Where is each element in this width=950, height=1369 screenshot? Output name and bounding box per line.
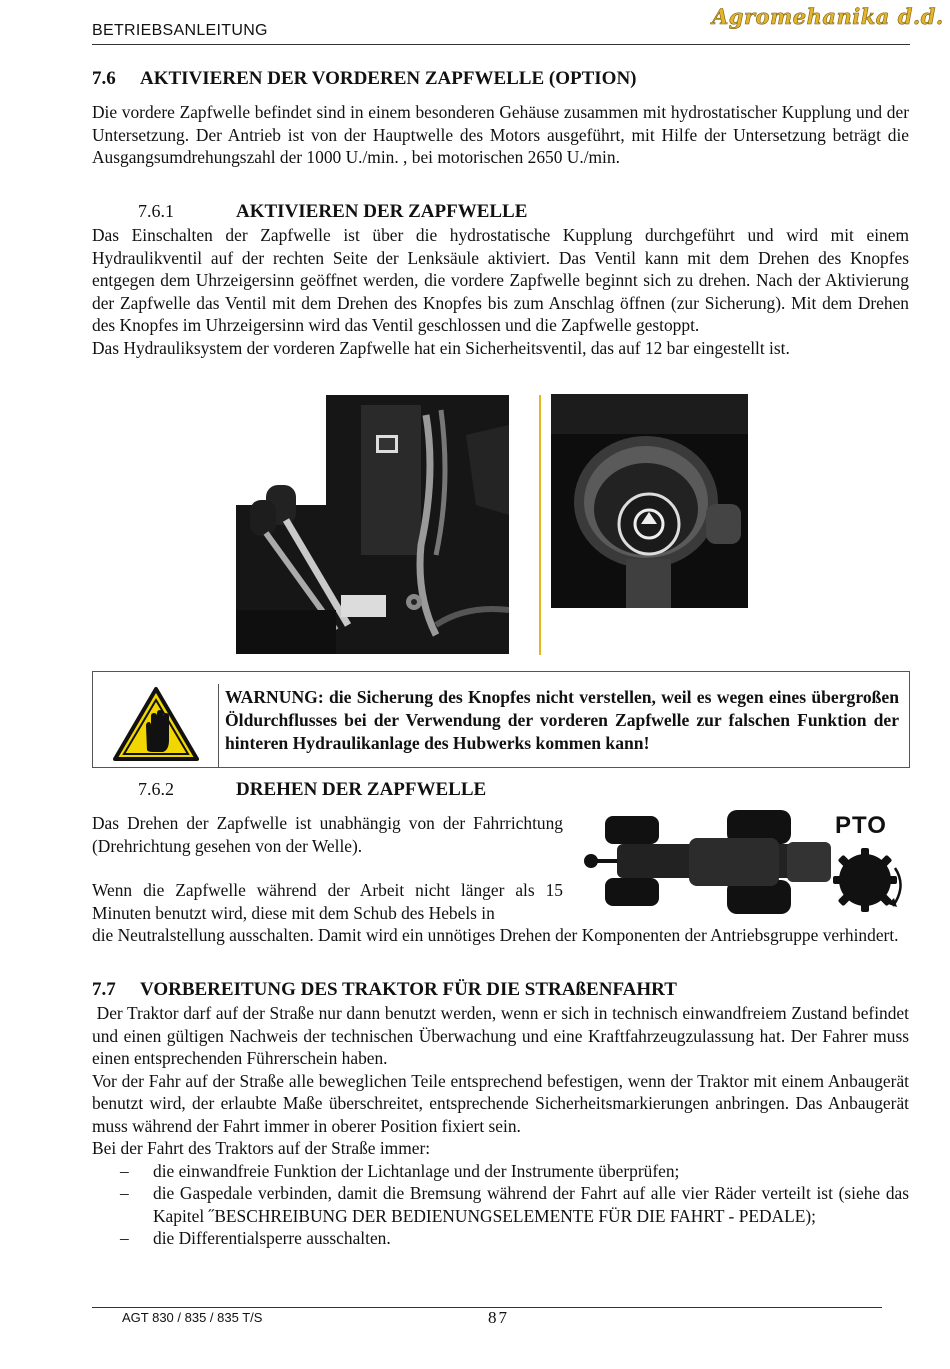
paragraph: Das Hydrauliksystem der vorderen Zapfwelle hat ein Sicherheitsventil, das auf 12 bar eingestellt ist.	[92, 337, 790, 358]
section-number: 7.6	[92, 68, 116, 89]
list-item: – die Differentialsperre ausschalten.	[92, 1227, 909, 1250]
paragraph: Das Einschalten der Zapfwelle ist über die hydrostatische Kupplung durchgeführt und wird mit einem Hydraulikventil auf der rechten Seite der Lenksäule aktiviert. Das Ventil kann mit dem Drehen des Knopfes entgegen dem Uhrzeigersinn geöffnet werden, die vordere Zapfwelle beginnt sich zu drehen. Nach der Aktivierung der Zapfwelle das Ventil mit dem Drehen des Knopfes bis zum Anschlag öffnen (zur Sicherung). Mit dem Drehen des Knopfes im Uhrzeigersinn wird das Ventil geschlossen und die Zapfwelle gestoppt.	[92, 225, 909, 335]
section-title: VORBEREITUNG DES TRAKTOR FÜR DIE STRAßENFAHRT	[140, 979, 677, 1000]
warning-box	[92, 671, 910, 768]
footer-model: AGT 830 / 835 / 835 T/S	[122, 1310, 263, 1325]
section-7-7-body	[92, 1002, 914, 1250]
paragraph: Wenn die Zapfwelle während der Arbeit nicht länger als 15 Minuten benutzt wird, diese mit dem Schub des Hebels in	[92, 880, 563, 923]
paragraph: Die vordere Zapfwelle befindet sind in einem besonderen Gehäuse zusammen mit hydrostatischer Kupplung und der Untersetzung. Der Antrieb ist von der Hauptwelle des Motors ausgeführt, mit Hilfe der Untersetzung beträgt die Ausgangsumdrehungszahl der 1000 U./min. , bei motorischen 2650 U./min.	[92, 102, 909, 167]
warning-text: WARNUNG: die Sicherung des Knopfes nicht verstellen, weil es wegen eines übergroßen Öldurchflusses bei der Verwendung der vorderen Zapfwelle zur falschen Funktion der hinteren Hydraulikanlage des Hubwerks kommen kann!	[225, 687, 899, 753]
footer-rule	[92, 1307, 882, 1308]
section-number: 7.6.1	[138, 201, 174, 221]
section-title: DREHEN DER ZAPFWELLE	[236, 779, 487, 800]
paragraph: Bei der Fahrt des Traktors auf der Straße immer:	[92, 1138, 431, 1158]
header-title: BETRIEBSANLEITUNG	[92, 22, 268, 39]
section-heading-7-6-1	[138, 201, 527, 223]
paragraph: Das Drehen der Zapfwelle ist unabhängig von der Fahrrichtung (Drehrichtung gesehen von der Welle).	[92, 813, 563, 856]
paragraph: Der Traktor darf auf der Straße nur dann benutzt werden, wenn er sich in technisch einwandfreiem Zustand befindet und einen gültigen Nachweis der technischen Überwachung und eine Kraftfahrzeugzulassung hat. Der Fahrer muss einen entsprechenden Führerschein haben.	[92, 1003, 914, 1068]
list-item: – die Gaspedale verbinden, damit die Bremsung während der Fahrt auf alle vier Räder verteilt ist (siehe das Kapitel ˝BESCHREIBUNG DER BEDIENUNGSELEMENTE FÜR DIE FAHRT - PEDALE);	[92, 1182, 909, 1227]
paragraph: die Neutralstellung ausschalten. Damit wird ein unnötiges Drehen der Komponenten der Antriebsgruppe verhindert.	[92, 925, 899, 945]
section-heading-7-6-2	[138, 779, 486, 801]
section-number: 7.7	[92, 979, 116, 1000]
pto-label: PTO	[835, 812, 887, 839]
list-item: – die einwandfreie Funktion der Lichtanlage und der Instrumente überprüfen;	[92, 1160, 909, 1183]
page-number: 87	[488, 1308, 509, 1327]
section-number: 7.6.2	[138, 779, 174, 799]
section-7-6-1-body	[92, 224, 909, 359]
section-title: AKTIVIEREN DER ZAPFWELLE	[236, 201, 528, 222]
hand-warning-icon	[113, 686, 199, 762]
warning-separator	[218, 684, 219, 767]
photo-divider	[539, 395, 541, 655]
section-title: AKTIVIEREN DER VORDEREN ZAPFWELLE (OPTION)	[140, 68, 637, 89]
paragraph: Vor der Fahr auf der Straße alle beweglichen Teile entsprechend befestigen, wenn der Traktor mit einem Anbaugerät benutzt wird, der erlaubte Maße überschreitet, entsprechende Sicherheitsmarkierungen anbringen. Das Anbaugerät muss während der Fahrt immer in oberer Position fixiert sein.	[92, 1070, 909, 1136]
section-7-6-body	[92, 101, 909, 169]
company-logo: Agromehanika d.d.	[712, 4, 944, 29]
photo-hydraulic-lever	[236, 395, 509, 654]
photo-valve-knob	[551, 394, 748, 608]
section-7-6-2-left-text	[92, 812, 563, 924]
header-rule	[92, 44, 910, 45]
pto-illustration	[577, 808, 910, 916]
section-7-6-2-continuation	[92, 924, 909, 947]
section-heading-7-6	[92, 68, 637, 90]
section-heading-7-7	[92, 979, 677, 1001]
checklist	[92, 1160, 909, 1250]
